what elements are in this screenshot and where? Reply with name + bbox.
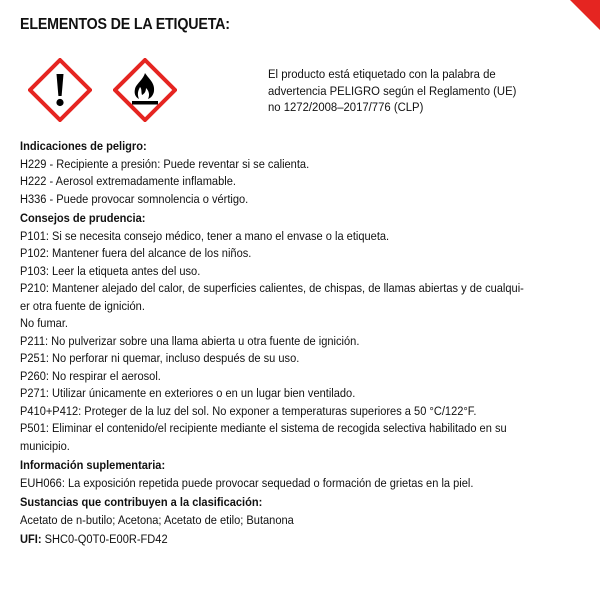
precaution-statement: P211: No pulverizar sobre una llama abierta u otra fuente de ignición. xyxy=(20,333,360,348)
corner-accent xyxy=(570,0,600,30)
flame-icon xyxy=(113,58,177,122)
intro-line: advertencia PELIGRO según el Reglamento (UE) xyxy=(268,83,517,98)
precaution-statement: No fumar. xyxy=(20,316,68,330)
precautions-heading: Consejos de prudencia: xyxy=(20,211,146,225)
hazards-heading: Indicaciones de peligro: xyxy=(20,139,147,153)
precaution-statement: P251: No perforar ni quemar, incluso después de su uso. xyxy=(20,351,300,365)
precaution-statement: P210: Mantener alejado del calor, de superficies calientes, de chispas, de llamas abiertas y de cualqui- xyxy=(20,281,524,295)
precaution-statement: P501: Eliminar el contenido/el recipiente mediante el sistema de recogida selectiva habilitado en su xyxy=(20,421,507,435)
label-content xyxy=(20,136,595,549)
precaution-statement: er otra fuente de ignición. xyxy=(20,298,145,313)
supplementary-statement: EUH066: La exposición repetida puede provocar sequedad o formación de grietas en la piel. xyxy=(20,475,474,490)
ufi-value: SHC0-Q0T0-E00R-FD42 xyxy=(44,532,168,546)
precaution-statement: P103: Leer la etiqueta antes del uso. xyxy=(20,263,201,278)
precaution-statement: P410+P412: Proteger de la luz del sol. No exponer a temperaturas superiores a 50 °C/122°F. xyxy=(20,403,477,418)
ufi-label: UFI: xyxy=(20,532,42,546)
precaution-statement: municipio. xyxy=(20,438,70,453)
precaution-statement: P260: No respirar el aerosol. xyxy=(20,368,161,383)
substances-heading: Sustancias que contribuyen a la clasificación: xyxy=(20,495,263,509)
exclamation-mark-icon xyxy=(28,58,92,122)
hazard-statement: H336 - Puede provocar somnolencia o vértigo. xyxy=(20,191,249,206)
substances-list: Acetato de n-butilo; Acetona; Acetato de etilo; Butanona xyxy=(20,512,294,527)
precaution-statement: P271: Utilizar únicamente en exteriores o en un lugar bien ventilado. xyxy=(20,386,356,400)
supplementary-heading: Información suplementaria: xyxy=(20,458,166,472)
page-title: ELEMENTOS DE LA ETIQUETA: xyxy=(20,16,230,33)
signal-word-statement xyxy=(268,66,544,116)
precaution-statement: P101: Si se necesita consejo médico, tener a mano el envase o la etiqueta. xyxy=(20,228,390,243)
ufi-code xyxy=(20,531,538,549)
intro-line: no 1272/2008–2017/776 (CLP) xyxy=(268,100,424,114)
intro-line: El producto está etiquetado con la palabra de xyxy=(268,67,496,81)
hazard-statement: H222 - Aerosol extremadamente inflamable. xyxy=(20,174,236,188)
hazard-statement: H229 - Recipiente a presión: Puede reventar si se calienta. xyxy=(20,156,310,171)
precaution-statement: P102: Mantener fuera del alcance de los niños. xyxy=(20,246,252,260)
